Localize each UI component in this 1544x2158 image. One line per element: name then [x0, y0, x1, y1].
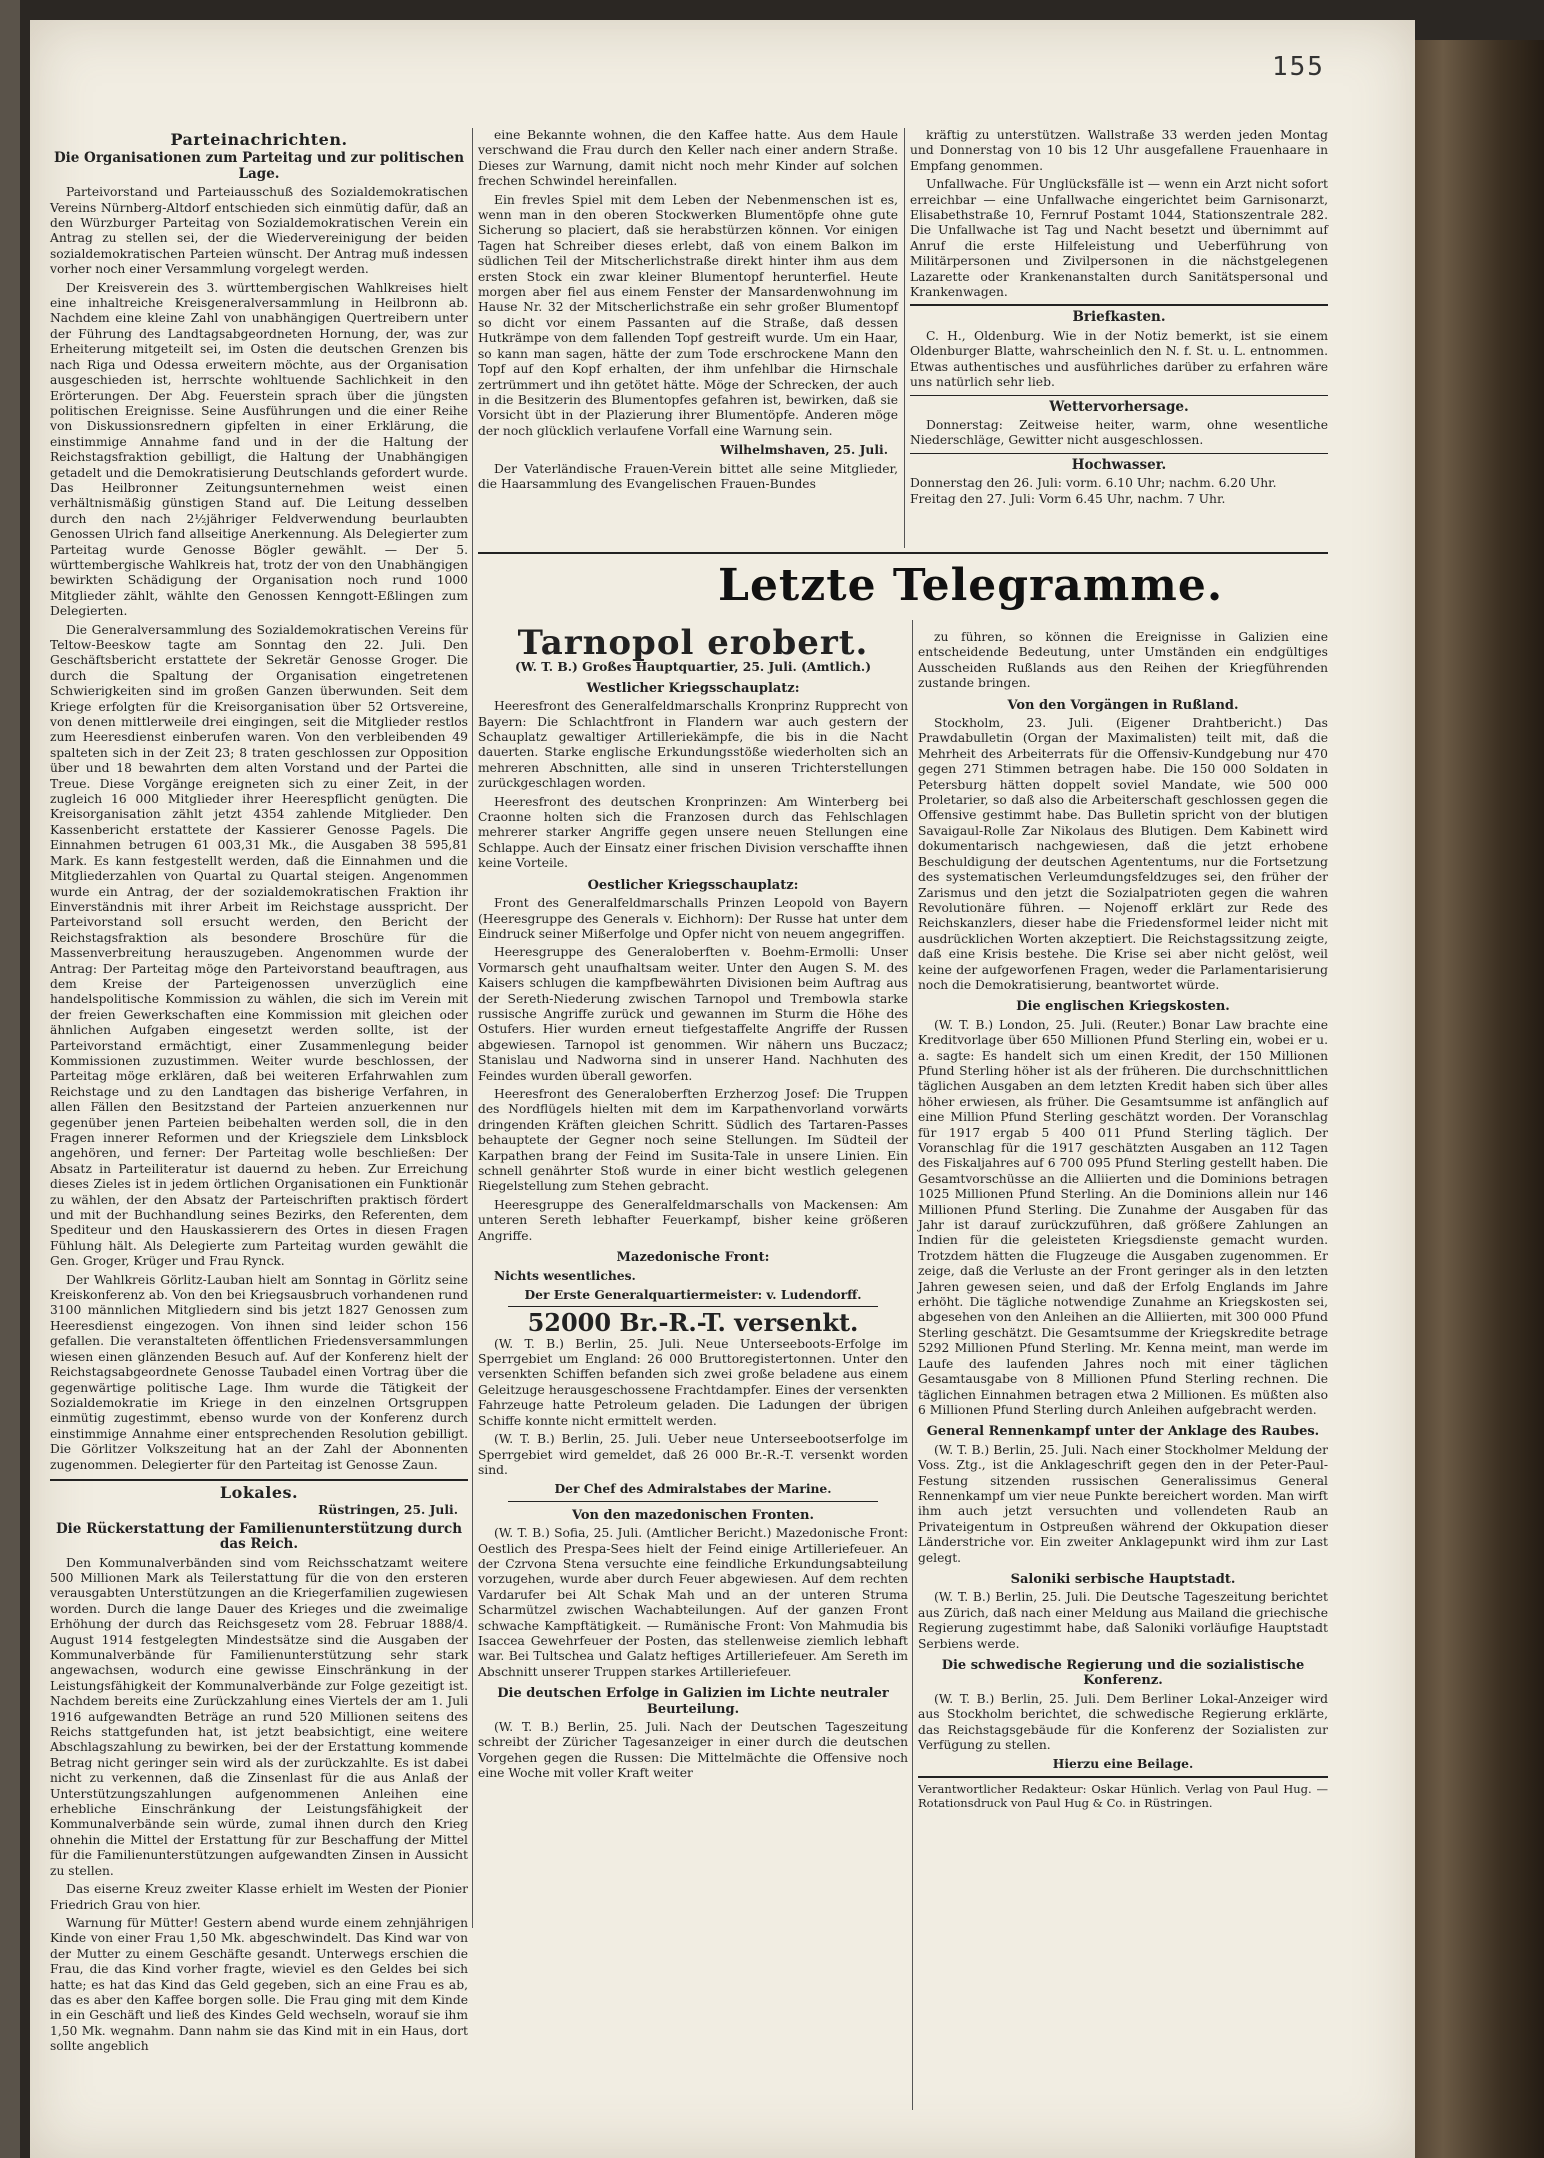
column-2-top	[478, 128, 898, 548]
article-paragraph: Unfallwache. Für Unglücksfälle ist — wenn ein Arzt nicht sofort erreichbar — eine Unfallwache eingerichtet beim Garnisonarzt, Elisabethstraße 10, Fernruf Postamt 1044, Stationszentrale 282. Die Unfallwache ist Tag und Nacht besetzt und übernimmt auf Anruf die erste Hilfeleistung und Ueberführung von Militärpersonen und Zivilpersonen in die nächstgelegenen Lazarette oder Krankenanstalten durch Sanitätspersonal und Krankenwagen.	[910, 177, 1328, 300]
article-paragraph: Der Wahlkreis Görlitz-Lauban hielt am Sonntag in Görlitz seine Kreiskonferenz ab. Von den bei Kriegsausbruch vorhandenen rund 3100 männlichen Mitgliedern sind bis jetzt 1827 Genossen zum Heeresdienst eingezogen. Von ihnen sind leider schon 156 gefallen. Die veranstalteten öffentlichen Friedensversammlungen wiesen einen glänzenden Besuch auf. Auf der Konferenz hielt der Reichstagsabgeordnete Genosse Taubadel einen Vortrag über die gegenwärtige politische Lage. Ihm wurde die Tätigkeit der Sozialdemokratie im Kriege in den einzelnen Ortsgruppen einmütig zugestimmt, ebenso wurde von der Konferenz durch einstimmige Annahme einer entsprechenden Resolution gebilligt. Die Görlitzer Volkszeitung hat an der Zahl der Abonnenten zugenommen. Delegierter für den Parteitag ist Genosse Zaun.	[50, 1272, 468, 1472]
article-paragraph: (W. T. B.) Berlin, 25. Juli. Neue Unterseeboots-Erfolge im Sperrgebiet um England: 26 000 Bruttoregistertonnen. Unter den versenkten Schiffen befanden sich zwei große beladene aus einem Geleitzuge herausgeschossene Frachtdampfer. Eines der versenkten Fahrzeuge hatte Petroleum geladen. Die Ladungen der übrigen Schiffe konnte nicht ermittelt werden.	[478, 1336, 908, 1428]
rennenkampf-heading: General Rennenkampf unter der Anklage des Raubes.	[926, 1424, 1320, 1440]
admiral-signature: Der Chef des Admiralstabes der Marine.	[554, 1481, 832, 1497]
article-paragraph: (W. T. B.) Sofia, 25. Juli. (Amtlicher Bericht.) Mazedonische Front: Oestlich des Prespa-Sees hielt der Feind einige Artilleriefeuer. An der Czrvona Stena versuchte eine feindliche Erkundungsabteilung vorzugehen, wurde aber durch Feuer abgewiesen. Auf dem rechten Vardarufer bei Alt Schak Mah und an der unteren Struma Scharmützel zwischen Wachabteilungen. Auf der ganzen Front schwache Kampftätigkeit. — Rumänische Front: Von Mahmudia bis Isaccea Gewehrfeuer der Posten, das stellenweise ziemlich lebhaft war. Bei Tultschea und Galatz heftiges Artilleriefeuer. Am Sereth im Abschnitt unserer Truppen starkes Artilleriefeuer.	[478, 1526, 908, 1679]
article-paragraph: Heeresfront des deutschen Kronprinzen: Am Winterberg bei Craonne holten sich die Franzosen durch das Fehlschlagen mehrerer starker Angriffe gegen unsere neuen Stellungen eine Schlappe. Auch der Einsatz einer frischen Division verschaffte ihnen keine Vorteile.	[478, 794, 908, 871]
article-paragraph: Heeresfront des Generaloberften Erzherzog Josef: Die Truppen des Nordflügels hielten mit dem im Karpathenvorland vorwärts dringenden Kräften gleichen Schritt. Südlich des Tartaren-Passes behauptete der Gegner noch seine Stellungen. Im Südteil der Karpathen brang der Feind im Susita-Tale in unsere Linien. Ein schnell genährter Stoß wurde in einer bicht westlich gelegenen Riegelstellung zum Stehen gebracht.	[478, 1086, 908, 1194]
lokales-dateline: Rüstringen, 25. Juli.	[318, 1502, 458, 1518]
ludendorff-signature: Der Erste Generalquartiermeister: v. Ludendorff.	[524, 1286, 862, 1302]
hochwasser-line: Freitag den 27. Juli: Vorm 6.45 Uhr, nachm. 7 Uhr.	[910, 491, 1226, 506]
page-number: 155	[1272, 52, 1325, 82]
west-heading: Westlicher Kriegsschauplatz:	[586, 680, 800, 696]
article-paragraph: Der Kreisverein des 3. württembergischen Wahlkreises hielt eine inhaltreiche Kreisgeneralversammlung in Heilbronn ab. Nachdem eine kleine Zahl von unabhängigen Quertreibern unter der Führung des Landtagsabgeordneten Hornung, der, was zur Erheiterung mitgeteilt sei, im Osten die deutschen Grenzen bis nach Riga und Odessa erweitern möchte, aus der Organisation ausgeschieden ist, herrschte wohltuende Sachlichkeit in den Erörterungen. Der Abg. Feuerstein sprach über die jüngsten politischen Ereignisse. Seine Ausführungen und die einer Reihe von Diskussionsrednern gipfelten in einer Erklärung, die einstimmige Annahme fand und in der die Haltung der Reichstagsfraktion gebilligt, die Haltung der Unabhängigen getadelt und die Demokratisierung Deutschlands gefordert wurde. Das Heilbronner Zeitungsunternehmen weist einen verhältnismäßig günstigen Stand auf. Die Leitung desselben durch den nach 2½jähriger Feldverwendung beurlaubten Genossen Ulrich fand allseitige Anerkennung. Als Delegierter zum Parteitag wurde Genosse Bögler gewählt. — Der 5. württembergische Wahlkreis hat, trotz der von den Unabhängigen bewirkten Schädigung der Organisation noch rund 1000 Mitglieder zählt, wählte den Genossen Kenngott-Eßlingen zum Delegierten.	[50, 280, 468, 619]
galizien-heading: Die deutschen Erfolge in Galizien im Lichte neutraler Beurteilung.	[497, 1686, 889, 1717]
article-paragraph: zu führen, so können die Ereignisse in Galizien eine entscheidende Bedeutung, unter Umständen ein endgültiges Ausscheiden Rußlands aus den Reihen der Kriegführenden zustande bringen.	[918, 630, 1328, 691]
letzte-telegramme-heading: Letzte Telegramme.	[718, 560, 1224, 611]
hochwasser-heading: Hochwasser.	[1071, 456, 1167, 473]
article-paragraph: Parteivorstand und Parteiausschuß des Sozialdemokratischen Vereins Nürnberg-Altdorf entschieden sich einmütig dafür, daß an den Würzburger Parteitag von Sozialdemokratischen Verein ein Antrag zu stellen sei, der die Wiedervereinigung der beiden sozialdemokratischen Parteien wünscht. Der Antrag muß indessen vorher noch einer Versammlung vorgelegt werden.	[50, 185, 468, 277]
saloniki-heading: Saloniki serbische Hauptstadt.	[1010, 1571, 1236, 1587]
russland-heading: Von den Vorgängen in Rußland.	[1007, 697, 1239, 713]
imprint: Verantwortlicher Redakteur: Oskar Hünlich. Verlag von Paul Hug. — Rotationsdruck von Paul Hug & Co. in Rüstringen.	[918, 1776, 1328, 1810]
article-paragraph: kräftig zu unterstützen. Wallstraße 33 werden jeden Montag und Donnerstag von 10 bis 12 Uhr ausgefallene Frauenhaare in Empfang genommen.	[910, 128, 1328, 173]
column-3-telegrams	[918, 630, 1328, 2110]
article-paragraph: Heeresgruppe des Generaloberften v. Boehm-Ermolli: Unser Vormarsch geht unaufhaltsam weiter. Unter den Augen S. M. des Kaisers schlugen die kampfbewährten Divisionen beim Auftrag aus der Sereth-Niederung zwischen Tarnopol und Trembowla starke russische Angriffe zurück und gewannen im Sturm die Höhe des Ostufers. Hier wurden erneut tiefgestaffelte Angriffe der Russen abgewiesen. Tarnopol ist genommen. Wir nähern uns Buczacz; Stanislau und Nadworna sind in unserer Hand. Nachhuten des Feindes wurden überall geworfen.	[478, 945, 908, 1083]
wetter-heading: Wettervorhersage.	[1049, 398, 1189, 415]
maz-text: Nichts wesentliches.	[494, 1268, 636, 1284]
article-paragraph: Ein frevles Spiel mit dem Leben der Nebenmenschen ist es, wenn man in den oberen Stockwerken Blumentöpfe ohne gute Sicherung so placiert, daß sie herabstürzen können. Vor einigen Tagen hat Schreiber dieses erlebt, daß von einem Balkon im südlichen Teil der Mitscherlichstraße direkt hinter ihm aus dem ersten Stock ein zwar kleiner Blumentopf herunterfiel. Heute morgen aber fiel aus einem Fenster der Mansardenwohnung im Hause Nr. 32 der Mitscherlichstraße ein sehr großer Blumentopf so dicht vor einem Passanten auf die Straße, daß dessen Hutkrämpe von dem fallenden Topf gestreift wurde. Um ein Haar, so kann man sagen, hätte der zum Tode erschrockene Mann den Topf auf den Kopf erhalten, der ihm unfehlbar die Hirnschale zertrümmert und ihn getötet hätte. Möge der Schrecken, der auch in die Besitzerin des Blumentopfes gefahren ist, bewirken, daß sie Vorsicht übt in der Plazierung ihrer Blumentöpfe. Anderen möge der noch glücklich verlaufene Vorfall eine Warnung sein.	[478, 192, 898, 438]
article-paragraph: Heeresfront des Generalfeldmarschalls Kronprinz Rupprecht von Bayern: Die Schlachtfront in Flandern war auch gestern der Schauplatz gewaltiger Artilleriekämpfe, die bis in die Nacht dauerten. Starke englische Erkundungsstöße wiederholten sich an mehreren Abschnitten, alle sind in unseren Trichterstellungen zurückgeschlagen worden.	[478, 699, 908, 791]
hochwasser-line: Donnerstag den 26. Juli: vorm. 6.10 Uhr; nachm. 6.20 Uhr.	[910, 476, 1277, 491]
article-paragraph: Warnung für Mütter! Gestern abend wurde einem zehnjährigen Kinde von einer Frau 1,50 Mk. abgeschwindelt. Das Kind war von der Mutter zu einem Geschäfte gesandt. Unterwegs erschien die Frau, die das Kind vorher fragte, wieviel es den Geldes bei sich hatte; es hat das Kind das Geld gegeben, sich an eine Frau es ab, das es aber den Kaffee borgen solle. Die Frau ging mit dem Kinde in ein Geschäft und ließ des Kindes Geld wechseln, worauf sie ihm 1,50 Mk. wegnahm. Dann nahm sie das Kind mit in ein Haus, dort sollte angeblich	[50, 1915, 468, 2054]
lokales-heading: Lokales.	[219, 1482, 299, 1502]
article-paragraph: Front des Generalfeldmarschalls Prinzen Leopold von Bayern (Heeresgruppe des Generals v. Eichhorn): Der Russe hat unter dem Eindruck seiner Mißerfolge und Opfer nicht von neuem angegriffen.	[478, 896, 908, 941]
column-2-telegrams	[478, 623, 908, 2110]
article-paragraph: Den Kommunalverbänden sind vom Reichsschatzamt weitere 500 Millionen Mark als Teilerstattung für die von den ersteren verausgabten Unterstützungen an die Kriegerfamilien zugewiesen worden. Durch die lange Dauer des Krieges und die zweimalige Erhöhung der durch das Reichsgesetz vom 28. Februar 1888/4. August 1914 festgelegten Mindestsätze sind die Ausgaben der Kommunalverbände für Familienunterstützung sehr stark angewachsen, wodurch eine gewisse Einschränkung in der Leistungsfähigkeit der Kommunalverbände zur Folge gezeitigt ist. Nachdem bereits eine Zurückzahlung eines Viertels der am 1. Juli 1916 aufgewandten Beträge an rund 520 Millionen seitens des Reichs stattgefunden hat, ist jetzt beabsichtigt, eine weitere Abschlagszahlung zu bewirken, bei der der Erstattung kommende Betrag nicht geringer sein wird als der zurückzahlte. Es ist dabei nicht zu verkennen, daß die Zinsenlast für die aus Anlaß der Unterstützungszahlungen aufgenommenen Anleihen eine erhebliche Einschränkung der Leistungsfähigkeit der Kommunalverbände sein würde, zumal ihnen durch den Krieg ohnehin die Mittel der Erstattung für zur Beschaffung der Mittel für die Familienunterstützungen aufgewandten Zinsen in Aussicht zu stellen.	[50, 1555, 468, 1878]
article-paragraph: (W. T. B.) London, 25. Juli. (Reuter.) Bonar Law brachte eine Kreditvorlage über 650 Millionen Pfund Sterling ein, wobei er u. a. sagte: Es handelt sich um einen Kredit, der 150 Millionen Pfund Sterling höher ist als der früheren. Die durchschnittlichen täglichen Ausgaben an dem letzten Kredit haben sich über alles höher erwiesen, als früher. Die Gesamtsumme ist anfänglich auf eine Million Pfund Sterling geschätzt worden. Der Voranschlag für 1917 ergab 5 400 011 Pfund Sterling täglich. Der Voranschlag für die 1917 geschätzten Ausgaben an 112 Tagen des Fiskaljahres auf 6 700 095 Pfund Sterling gestellt haben. Die Gesamtvorschüsse an die Alliierten und die Dominions betragen 1025 Millionen Pfund Sterling. An die Dominions allein nur 146 Millionen Pfund Sterling. Die Zunahme der Ausgaben für das Jahr ist darauf zurückzuführen, daß größere Zahlungen an Indien für die geleisteten Kriegsdienste gemacht wurden. Trotzdem hätten die Flugzeuge die Ausgaben zugenommen. Er zeige, daß die Verluste an der Front geringer als in den letzten Jahren gewesen seien, und daß der Erfolg Englands im Jahre erhöht. Die tägliche notwendige Zunahme an Kriegskosten sei, abgesehen von den Anleihen an die Alliierten, mit 300 000 Pfund Sterling geschätzt. Die Gesamtsumme der Kriegskredite betrage 5292 Millionen Pfund Sterling. Mr. Kenna meint, man werde im Laufe des laufenden Jahres noch mit einer täglichen Gesamtausgabe von 8 Millionen Pfund Sterling rechnen. Die täglichen Einnahmen betragen etwa 2 Millionen. Es müßten also 6 Millionen Pfund Sterling durch Anleihen aufgebracht werden.	[918, 1017, 1328, 1417]
article-paragraph: Die Generalversammlung des Sozialdemokratischen Vereins für Teltow-Beeskow tagte am Sonntag den 22. Juli. Den Geschäftsbericht erstattete der Sekretär Genosse Groger. Die durch die Spaltung der Organisation eingetretenen Schwierigkeiten sind im großen Ganzen überwunden. Seit dem Kriege erfolgten für die Kreisorganisation über 52 Ortsvereine, von denen mittlerweile drei eingingen, seit die Mitglieder restlos zum Heeresdienst einberufen waren. Von den verbleibenden 49 spalteten sich in der Zeit 23; 8 traten geschlossen zur Opposition über und 18 bewahrten dem alten Vorstand und der Partei die Treue. Diese Vorgänge ereigneten sich zu einer Zeit, in der zugleich 16 000 Mitglieder ihrer Heerespflicht genügten. Die Kreisorganisation zählt jetzt 4354 zahlende Mitglieder. Den Kassenbericht erstattete der Kassierer Genosse Pagels. Die Einnahmen betrugen 61 003,31 Mk., die Ausgaben 38 595,81 Mark. Es kann festgestellt werden, daß die Einnahmen und die Mitgliederzahlen von Quartal zu Quartal steigen. Angenommen wurde ein Antrag, der der sozialdemokratischen Fraktion ihr Einverständnis mit ihrer Arbeit im Reichstage ausspricht. Der Parteivorstand soll ersucht werden, den Bericht der Reichstagsfraktion als besondere Broschüre für die Massenverbreitung herauszugeben. Angenommen wurde der Antrag: Der Parteitag möge den Parteivorstand beauftragen, aus dem Kreise der Parteigenossen unverzüglich eine handelspolitische Kommission zu wählen, die sich im Verein mit der freien Gewerkschaften eine Kommission mit gleichen oder ähnlichen Aufgaben eingesetzt werden sollte, ist der Parteivorstand ermächtigt, einer Zusammenlegung beider Kommissionen zuzustimmen. Weiter wurde beschlossen, der Parteitag möge erklären, daß bei weiteren Erfahrwahlen zum Reichstage und zu den Landtagen das bisherige Verfahren, in allen Fällen den Besitzstand der Parteien anzuerkennen nur gegenüber jenen Parteien beibehalten werden soll, die in den Fragen innerer Reformen und der Kriegsziele dem Linksblock angehören, und ferner: Der Parteitag wolle beschließen: Der Absatz in Parteiliteratur ist dauernd zu heben. Zur Erreichung dieses Zieles ist in jedem örtlichen Organisationen ein Funktionär zu wählen, der den Absatz der Parteischriften praktisch fördert und mit der Buchhandlung seines Bezirks, den Referenten, dem Spediteur und den Hauskassierern des Ortes in diesen Fragen Fühlung hält. Als Delegierte zum Parteitag wurden gewählt die Gen. Groger, Krüger und Frau Rynck.	[50, 622, 468, 1269]
kriegskosten-heading: Die englischen Kriegskosten.	[1016, 999, 1230, 1015]
maz-heading: Mazedonische Front:	[616, 1250, 770, 1266]
article-paragraph: (W. T. B.) Berlin, 25. Juli. Die Deutsche Tageszeitung berichtet aus Zürich, daß nach einer Meldung aus Mailand die griechische Regierung zugestimmt habe, daß Saloniki vorläufige Hauptstadt Serbiens werde.	[918, 1590, 1328, 1651]
wetter-text: Donnerstag: Zeitweise heiter, warm, ohne wesentliche Niederschläge, Gewitter nicht ausgeschlossen.	[910, 417, 1328, 448]
column-rule	[472, 128, 473, 1928]
column-rule	[912, 620, 913, 2110]
column-3-top	[910, 128, 1328, 548]
column-rule	[904, 128, 905, 548]
article-paragraph: (W. T. B.) Berlin, 25. Juli. Nach der Deutschen Tageszeitung schreibt der Züricher Tagesanzeiger in einer durch die deutschen Vorgehen gegen die Russen: Die Mittelmächte die Offensive noch eine Woche mit voller Kraft weiter	[478, 1720, 908, 1781]
article-paragraph: Der Vaterländische Frauen-Verein bittet alle seine Mitglieder, die Haarsammlung des Evangelischen Frauen-Bundes	[478, 461, 898, 491]
book-binding	[1400, 40, 1544, 2158]
maz-front-heading: Von den mazedonischen Fronten.	[571, 1507, 815, 1523]
briefkasten-text: C. H., Oldenburg. Wie in der Notiz bemerkt, ist sie einem Oldenburger Blatte, wahrscheinlich den N. f. St. u. L. entnommen. Etwas authentisches und ausführliches darüber zu erfahren wäre uns natürlich sehr lieb.	[910, 328, 1328, 390]
parteinachrichten-subheading: Die Organisationen zum Parteitag und zur politischen Lage.	[53, 150, 465, 182]
tarnopol-heading: Tarnopol erobert.	[517, 623, 869, 663]
hq-line: (W. T. B.) Großes Hauptquartier, 25. Juli. (Amtlich.)	[514, 659, 872, 675]
column-1	[50, 128, 468, 2054]
beilage-note: Hierzu eine Beilage.	[1052, 1756, 1194, 1772]
ost-heading: Oestlicher Kriegsschauplatz:	[587, 877, 799, 893]
article-paragraph: Heeresgruppe des Generalfeldmarschalls von Mackensen: Am unteren Sereth lebhafter Feuerkampf, bisher keine größeren Angriffe.	[478, 1197, 908, 1243]
lokales-subheading: Die Rückerstattung der Familienunterstützung durch das Reich.	[55, 1520, 463, 1553]
parteinachrichten-heading: Parteinachrichten.	[170, 130, 348, 149]
section-rule	[478, 552, 1328, 554]
brt-heading: 52000 Br.-R.-T. versenkt.	[527, 1308, 859, 1338]
article-paragraph: (W. T. B.) Berlin, 25. Juli. Ueber neue Unterseebootserfolge im Sperrgebiet wird gemeldet, daß 26 000 Br.-R.-T. versenkt worden sind.	[478, 1432, 908, 1477]
schweden-heading: Die schwedische Regierung und die sozialistische Konferenz.	[941, 1658, 1305, 1689]
article-paragraph: (W. T. B.) Berlin, 25. Juli. Nach einer Stockholmer Meldung der Voss. Ztg., ist die Anklageschrift gegen den in der Peter-Paul-Festung sitzenden russischen Generalissimus General Rennenkampf um vier neue Punkte bereichert worden. Man wirft ihm auch jetzt versuchten und vollendeten Raub an Privateigentum in Ostpreußen während der Okkupation dieser Länderstriche vor. Ein zweiter Anklagepunkt wird ihm zur Last gelegt.	[918, 1442, 1328, 1565]
article-paragraph: (W. T. B.) Berlin, 25. Juli. Dem Berliner Lokal-Anzeiger wird aus Stockholm berichtet, die schwedische Regierung erklärte, das Reichstagsgebäude für die Konferenz der Sozialisten zur Verfügung zu stellen.	[918, 1691, 1328, 1753]
article-paragraph: Stockholm, 23. Juli. (Eigener Drahtbericht.) Das Prawdabulletin (Organ der Maximalisten) teilt mit, daß die Mehrheit des Arbeiterrats für die Offensiv-Kundgebung nur 470 gegen 271 Stimmen betragen habe. Die 150 000 Soldaten in Petersburg hätten doppelt soviel Mandate, wie 500 000 Proletarier, so daß also die Arbeiterschaft geschlossen gegen die Offensive gestimmt habe. Das Bulletin spricht von der blutigen Savaigaul-Rolle Zar Nikolaus des Blutigen. Dem Kabinett wird dokumentarisch nachgewiesen, daß die jetzt erhobene Beschuldigung der deutschen Agententums, nur die Fortsetzung des systematischen Verleumdungsfeldzuges sei, den früher der Zarismus und den jetzt die Sozialpatrioten gegen die wahren Revolutionäre führen. — Nojenoff erklärt zur Rede des Reichskanzlers, dieser habe die Friedensformel leider nicht mit ausdrücklichen Worten akzeptiert. Die Reichstagssitzung zeigte, daß eine Krisis bestehe. Die Krise sei aber nicht gelöst, weil keine der aufgeworfenen Fragen, weder die Parlamentarisierung noch die Demokratisierung, beantwortet würde.	[918, 716, 1328, 992]
article-paragraph: eine Bekannte wohnen, die den Kaffee hatte. Aus dem Haule verschwand die Frau durch den Keller nach einer andern Straße. Dieses zur Warnung, damit nicht noch mehr Kinder auf solchen frechen Schwindel hereinfallen.	[478, 128, 898, 189]
article-paragraph: Das eiserne Kreuz zweiter Klasse erhielt im Westen der Pionier Friedrich Grau von hier.	[50, 1882, 468, 1912]
wilhelmshaven-dateline: Wilhelmshaven, 25. Juli.	[720, 442, 888, 458]
briefkasten-heading: Briefkasten.	[1072, 309, 1166, 326]
scan-edge-left	[0, 0, 20, 2158]
